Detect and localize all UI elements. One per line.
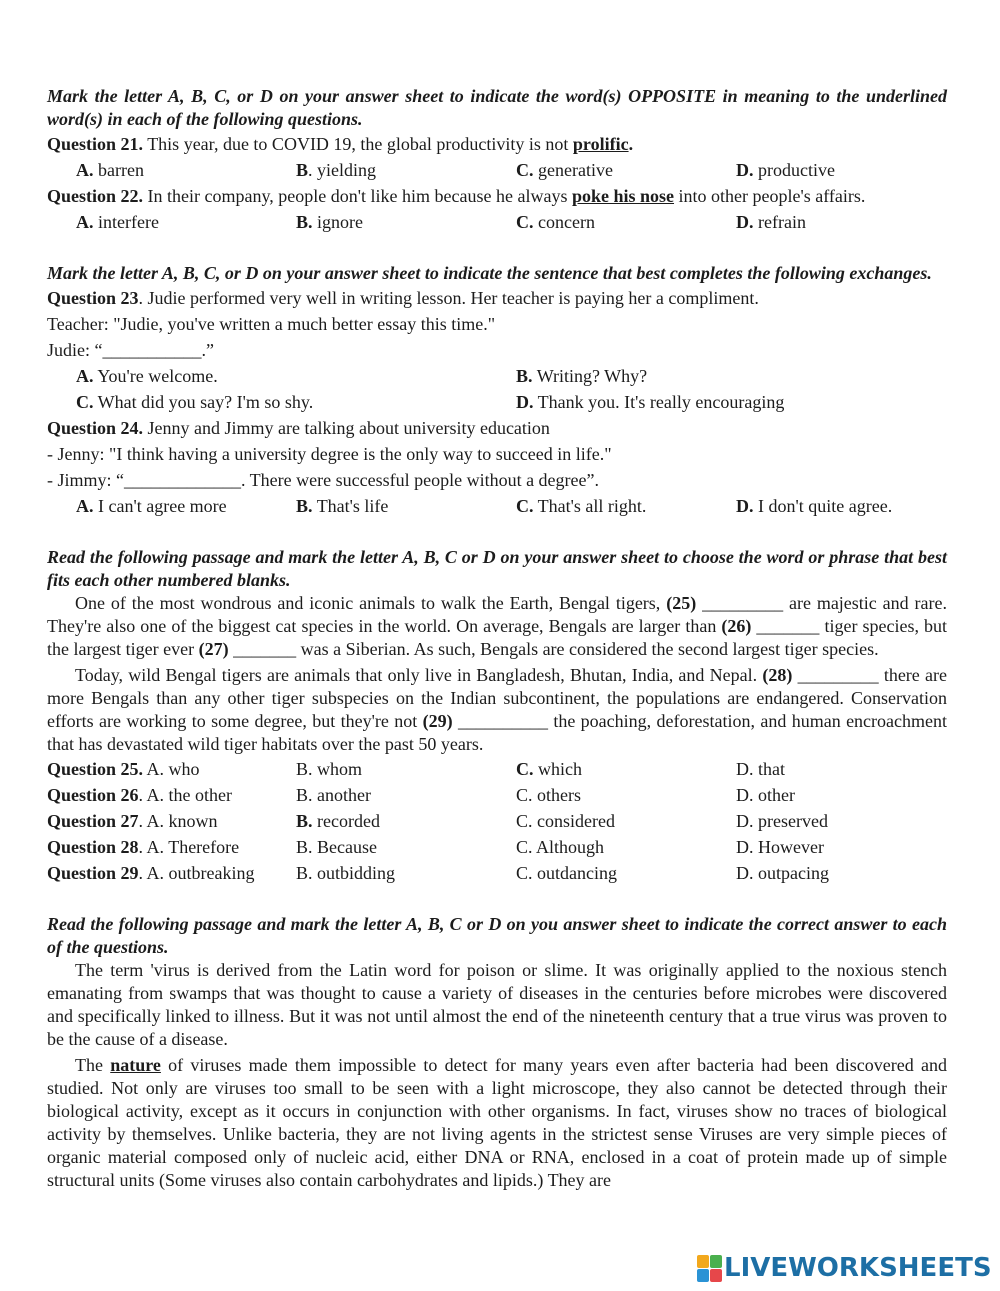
question-label: Question 26 [47, 785, 139, 805]
q24-option-c[interactable] [516, 493, 736, 519]
q21-option-d[interactable] [736, 157, 936, 183]
blank-28-number: (28) [762, 665, 793, 685]
option-letter: C. [516, 212, 534, 232]
option-letter: C. [76, 392, 94, 412]
option-text: A. who [143, 759, 200, 779]
liveworksheets-logo-icon [697, 1255, 721, 1281]
question-22-text-before: In their company, people don't like him because he always [143, 186, 572, 206]
q21-option-b[interactable] [296, 157, 516, 183]
option-letter: D. [516, 392, 534, 412]
passage-text: of viruses made them impossible to detect for many years even after bacteria had been discovered and studied. Not only are viruses too small to be seen with a light microscope, they also cannot be detected through their biological activity, except as it occurs in conjunction with other organisms. In fact, viruses show no traces of biological activity by themselves. Unlike bacteria, they are not living agents in the strictest sense Viruses are very simple pieces of organic material composed only of nucleic acid, either DNA or RNA, enclosed in a coat of protein made up of simple structural units (Some viruses also contain carbohydrates and lipids.) They are [47, 1055, 948, 1190]
q28-option-b[interactable]: B. Because [296, 837, 377, 857]
question-24-label: Question 24. [47, 418, 144, 438]
option-letter: A. [76, 160, 94, 180]
question-26-row [47, 782, 947, 808]
passage-text: __________ the poaching, deforestation, and human encroachment that has devastated wild tiger habitats over the past 50 years. [47, 711, 948, 754]
q29-option-b[interactable]: B. outbidding [296, 863, 396, 883]
option-text: refrain [753, 212, 806, 232]
logo-tile-3 [697, 1269, 709, 1282]
option-text: productive [753, 160, 835, 180]
passage-text: Today, wild Bengal tigers are animals that only live in Bangladesh, Bhutan, India, and Nepal. [75, 665, 763, 685]
option-text: You're welcome. [93, 366, 218, 386]
q24-option-b[interactable] [296, 493, 516, 519]
logo-tile-4 [710, 1269, 722, 1282]
question-21-text-after: . [628, 134, 634, 154]
option-text: That's life [312, 496, 389, 516]
question-23-options-row2 [47, 389, 947, 415]
question-23-label: Question 23 [47, 288, 139, 308]
blank-27-number: (27) [198, 639, 229, 659]
q23-option-c[interactable] [76, 389, 516, 415]
section-spacer [47, 235, 947, 262]
option-text: . A. outbreaking [138, 863, 255, 883]
question-23-judie-line: Judie: “___________.” [47, 340, 214, 360]
question-22-label: Question 22. [47, 186, 144, 206]
option-text: . A. known [138, 811, 218, 831]
passage-text: _______ was a Siberian. As such, Bengals are considered the second largest tiger species. [228, 639, 879, 659]
option-letter: C. [516, 496, 534, 516]
q26-option-b[interactable]: B. another [296, 785, 371, 805]
q21-option-a[interactable] [76, 157, 296, 183]
passage-text: The [75, 1055, 111, 1075]
option-text: ignore [312, 212, 363, 232]
q23-option-d[interactable] [516, 389, 916, 415]
question-24-jenny-line: - Jenny: "I think having a university degree is the only way to succeed in life." [47, 444, 612, 464]
question-label: Question 28 [47, 837, 139, 857]
blank-26-number: (26) [721, 616, 752, 636]
q29-option-a[interactable] [47, 860, 296, 886]
passage-text: _________ there are more Bengals than any other tiger subspecies on the Indian subcontinent, the populations are endangered. Conservation efforts are working to some degree, but they're not [47, 665, 947, 731]
q25-option-d[interactable]: D. that [736, 759, 785, 779]
question-25-row [47, 756, 947, 782]
q26-option-a[interactable] [47, 782, 296, 808]
worksheet-page [47, 85, 947, 1192]
q24-option-d[interactable] [736, 493, 936, 519]
section3-instruction: Read the following passage and mark the letter A, B, C or D on your answer sheet to choose the word or phrase that best fits each other numbered blanks. [47, 547, 947, 590]
q28-option-d[interactable]: D. However [736, 837, 824, 857]
option-letter: B. [296, 811, 313, 831]
option-text: generative [533, 160, 613, 180]
option-text: I can't agree more [93, 496, 227, 516]
liveworksheets-logo [697, 1252, 992, 1284]
option-text: barren [93, 160, 144, 180]
q27-option-a[interactable] [47, 808, 296, 834]
option-text: which [533, 759, 582, 779]
q22-option-a[interactable] [76, 209, 296, 235]
option-letter: C. [516, 160, 534, 180]
option-letter: A. [76, 366, 94, 386]
option-letter: B. [516, 366, 533, 386]
option-text: Writing? Why? [532, 366, 648, 386]
q28-option-a[interactable] [47, 834, 296, 860]
option-text: That's all right. [533, 496, 647, 516]
question-21-text-before: This year, due to COVID 19, the global productivity is not [143, 134, 573, 154]
passage-text: _________ are majestic and rare. They're also one of the biggest cat species in the world. On average, Bengals are larger than [47, 593, 948, 636]
q25-option-a[interactable] [47, 756, 296, 782]
option-text: . A. the other [138, 785, 232, 805]
option-letter: A. [76, 496, 94, 516]
option-letter: D. [736, 212, 754, 232]
question-23-text: . Judie performed very well in writing lesson. Her teacher is paying her a compliment. [138, 288, 759, 308]
option-letter: D. [736, 496, 754, 516]
q23-option-a[interactable] [76, 363, 516, 389]
q29-option-d[interactable]: D. outpacing [736, 863, 829, 883]
q26-option-d[interactable]: D. other [736, 785, 795, 805]
option-letter: C. [516, 759, 534, 779]
q22-option-b[interactable] [296, 209, 516, 235]
option-letter: A. [76, 212, 94, 232]
question-27-row [47, 808, 947, 834]
logo-tile-2 [710, 1255, 722, 1268]
question-24-options [47, 493, 947, 519]
section4-instruction: Read the following passage and mark the letter A, B, C or D on you answer sheet to indicate the correct answer to each of the questions. [47, 914, 947, 957]
section-spacer [47, 886, 947, 913]
q27-option-d[interactable]: D. preserved [736, 811, 828, 831]
question-24 [47, 415, 947, 441]
question-22-text-after: into other people's affairs. [674, 186, 866, 206]
q23-option-b[interactable] [516, 363, 916, 389]
blank-29-number: (29) [422, 711, 453, 731]
section-spacer [47, 519, 947, 546]
option-text: interfere [93, 212, 159, 232]
option-text: What did you say? I'm so shy. [93, 392, 314, 412]
question-label: Question 25. [47, 759, 144, 779]
q27-option-b[interactable] [296, 808, 516, 834]
q22-option-c[interactable] [516, 209, 736, 235]
logo-tile-1 [697, 1255, 709, 1268]
q21-option-c[interactable] [516, 157, 736, 183]
question-22 [47, 183, 947, 209]
option-text: concern [533, 212, 595, 232]
option-text: . yielding [308, 160, 377, 180]
question-23-teacher-line: Teacher: "Judie, you've written a much better essay this time." [47, 314, 496, 334]
question-29-row [47, 860, 947, 886]
question-24-jimmy-line: - Jimmy: “_____________. There were successful people without a degree”. [47, 470, 600, 490]
question-21 [47, 131, 947, 157]
blank-25-number: (25) [666, 593, 697, 613]
option-text: Thank you. It's really encouraging [533, 392, 785, 412]
q29-option-c[interactable]: C. outdancing [516, 863, 617, 883]
question-21-underlined-word: prolific [572, 134, 629, 154]
q25-option-c[interactable] [516, 756, 736, 782]
option-letter: D. [736, 160, 754, 180]
option-letter: B. [296, 496, 313, 516]
section2-instruction: Mark the letter A, B, C, or D on your answer sheet to indicate the sentence that best completes the following exchanges. [47, 263, 932, 283]
question-23-options-row1 [47, 363, 947, 389]
passage-text: One of the most wondrous and iconic animals to walk the Earth, Bengal tigers, [75, 593, 667, 613]
q24-option-a[interactable] [76, 493, 296, 519]
option-text: recorded [312, 811, 380, 831]
question-22-options [47, 209, 947, 235]
question-21-label: Question 21. [47, 134, 144, 154]
question-label: Question 29 [47, 863, 139, 883]
passage-text: _______ tiger species, but the largest tiger ever [47, 616, 948, 659]
virus-passage-paragraph-2 [47, 1054, 947, 1192]
option-text: . A. Therefore [138, 837, 240, 857]
option-text: I don't quite agree. [753, 496, 893, 516]
tiger-passage-paragraph-2 [47, 664, 947, 756]
q28-option-c[interactable]: C. Although [516, 837, 605, 857]
option-letter: B [296, 160, 309, 180]
question-28-row [47, 834, 947, 860]
question-label: Question 27 [47, 811, 139, 831]
question-24-text: Jenny and Jimmy are talking about university education [143, 418, 550, 438]
tiger-passage-paragraph-1 [47, 592, 947, 661]
question-21-options [47, 157, 947, 183]
q25-option-b[interactable]: B. whom [296, 759, 363, 779]
q26-option-c[interactable]: C. others [516, 785, 581, 805]
virus-passage-paragraph-1: The term 'virus is derived from the Latin word for poison or slime. It was originally applied to the noxious stench emanating from swamps that was thought to cause a variety of diseases in the centuries before microbes were discovered and specifically linked to illness. But it was not until almost the end of the nineteenth century that a true virus was proven to be the cause of a disease. [47, 960, 947, 1049]
underlined-word-nature: nature [110, 1055, 161, 1075]
question-23 [47, 285, 947, 311]
liveworksheets-logo-text: LIVEWORKSHEETS [724, 1253, 992, 1283]
section1-instruction: Mark the letter A, B, C, or D on your answer sheet to indicate the word(s) OPPOSITE in meaning to the underlined word(s) in each of the following questions. [47, 86, 947, 129]
q27-option-c[interactable]: C. considered [516, 811, 615, 831]
question-22-underlined-phrase: poke his nose [571, 186, 675, 206]
option-letter: B. [296, 212, 313, 232]
q22-option-d[interactable] [736, 209, 936, 235]
